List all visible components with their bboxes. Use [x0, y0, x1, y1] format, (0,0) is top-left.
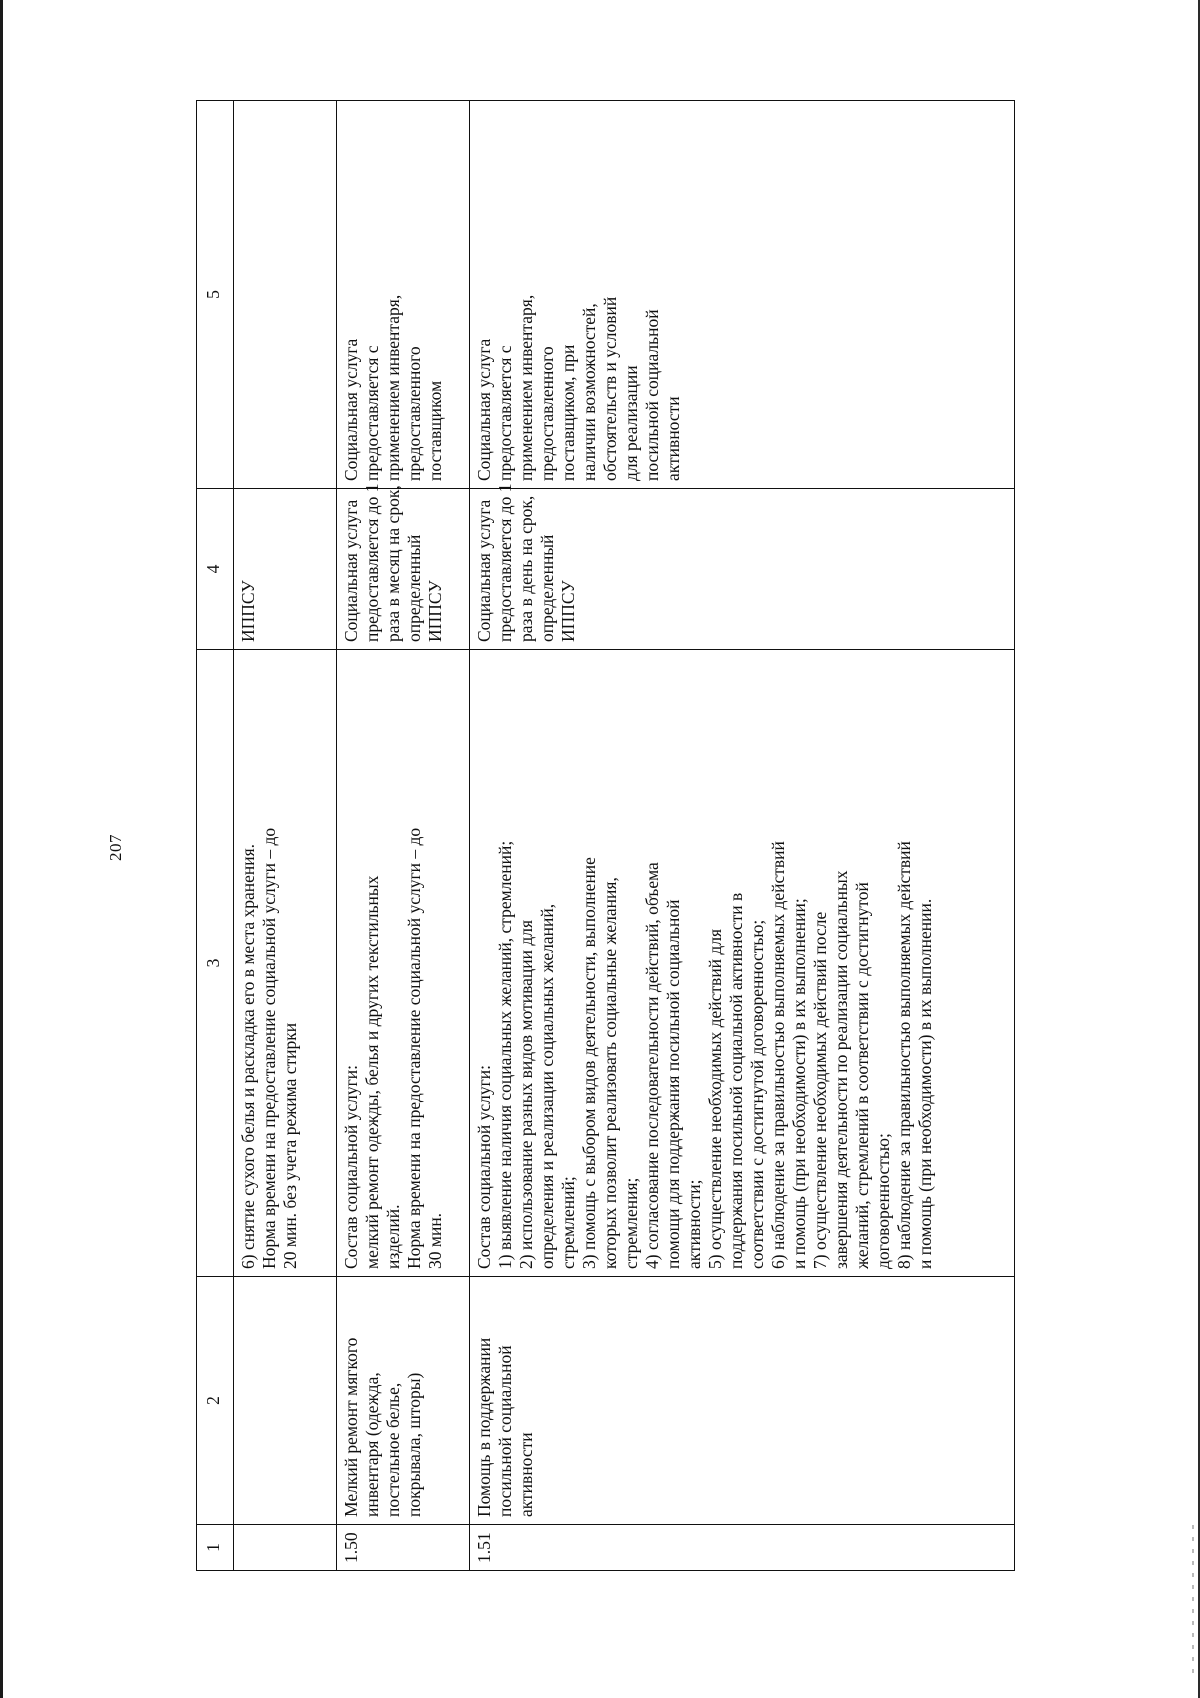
- cell-period: [470, 483, 1015, 650]
- cell-text-line: Норма времени на предоставление социальной услуги – до: [259, 827, 279, 1269]
- cell-text-line: определенный: [537, 534, 557, 642]
- cell-text-line: 6) снятие сухого белья и раскладка его в места хранения.: [238, 843, 258, 1269]
- header-col-2: 2: [197, 1277, 234, 1525]
- cell-text-line: предоставляется до 1: [362, 483, 382, 642]
- header-col-4: 4: [197, 489, 234, 650]
- cell-text-line: Норма времени на предоставление социальной услуги – до: [404, 827, 424, 1269]
- cell-text-line: помощи для поддержания посильной социальной: [663, 899, 683, 1269]
- cell-text-line: раза в месяц на срок,: [383, 485, 403, 642]
- cell-text-line: поддержания посильной социальной активности в: [726, 892, 746, 1269]
- cell-text-line: обстоятельств и условий: [600, 296, 620, 481]
- cell-text-line: активности: [516, 1432, 536, 1517]
- cell-text-line: предоставляется с: [362, 345, 382, 481]
- cell-text-line: 8) наблюдение за правильностью выполняемых действий: [894, 841, 914, 1269]
- cell-text-line: 2) использование разных видов мотивации для: [516, 919, 536, 1269]
- cell-conditions: [470, 101, 1015, 489]
- cell-text-line: Социальная услуга: [474, 338, 494, 481]
- cell-num: 1.50: [337, 1525, 470, 1571]
- cell-name: [337, 1277, 470, 1525]
- table-row-continuation: [234, 101, 337, 1571]
- cell-text-line: которых позволит реализовать социальные желания,: [600, 877, 620, 1269]
- cell-text-line: 6) наблюдение за правильностью выполняемых действий: [768, 841, 788, 1269]
- cell-text-line: 3) помощь с выбором видов деятельности, выполнение: [579, 857, 599, 1269]
- cell-text-line: Состав социальной услуги:: [341, 1064, 361, 1269]
- cell-text-line: инвентаря (одежда,: [362, 1372, 382, 1517]
- cell-text-line: желаний, стремлений в соответствии с достигнутой: [852, 882, 872, 1269]
- cell-text-line: предоставленного: [404, 346, 424, 481]
- cell-text-line: 5) осуществление необходимых действий для: [705, 928, 725, 1269]
- cell-text-line: ИППСУ: [558, 580, 578, 642]
- cell-text-line: применением инвентаря,: [383, 294, 403, 481]
- cell-text-line: завершения деятельности по реализации социальных: [831, 870, 851, 1269]
- cell-name: [234, 1277, 337, 1525]
- cell-text-line: поставщиком, при: [558, 344, 578, 481]
- cell-text-line: Мелкий ремонт мягкого: [341, 1337, 361, 1517]
- cell-text-line: поставщиком: [425, 380, 445, 481]
- cell-text-line: стремления;: [621, 1177, 641, 1269]
- header-col-5: 5: [197, 101, 234, 489]
- cell-text-line: 1) выявление наличия социальных желаний, стремлений;: [495, 840, 515, 1269]
- cell-content: [470, 650, 1015, 1277]
- cell-text-line: 30 мин.: [425, 1212, 445, 1269]
- cell-text-line: Состав социальной услуги:: [474, 1064, 494, 1269]
- cell-conditions: [234, 101, 337, 489]
- cell-text-line: активности;: [684, 1179, 704, 1269]
- cell-text-line: предоставляется до 1: [495, 483, 515, 642]
- cell-content: [234, 650, 337, 1277]
- cell-text-line: для реализации: [621, 365, 641, 481]
- cell-text-line: 4) согласование последовательности действий, объема: [642, 862, 662, 1269]
- cell-text-line: договоренностью;: [873, 1133, 893, 1269]
- cell-text-line: Помощь в поддержании: [474, 1337, 494, 1517]
- cell-num: 1.51: [470, 1525, 1015, 1571]
- header-col-1: 1: [197, 1525, 234, 1571]
- cell-text-line: стремлений;: [558, 1176, 578, 1269]
- cell-text-line: наличии возможностей,: [579, 303, 599, 481]
- cell-text-line: и помощь (при необходимости) в их выполнении;: [789, 898, 809, 1269]
- cell-text-line: постельное белье,: [383, 1382, 403, 1517]
- cell-text-line: предоставленного: [537, 346, 557, 481]
- cell-conditions: [337, 101, 470, 489]
- cell-text-line: и помощь (при необходимости) в их выполнении.: [915, 898, 935, 1269]
- header-col-3: 3: [197, 650, 234, 1277]
- cell-text-line: ИППСУ: [238, 580, 258, 642]
- cell-text-line: Социальная услуга: [474, 499, 494, 642]
- cell-text-line: предоставляется с: [495, 345, 515, 481]
- cell-text-line: 7) осуществление необходимых действий после: [810, 911, 830, 1269]
- services-table: [196, 100, 1015, 1571]
- cell-text-line: Социальная услуга: [341, 499, 361, 642]
- cell-content: [337, 650, 470, 1277]
- cell-text-line: мелкий ремонт одежды, белья и других текстильных: [362, 875, 382, 1269]
- cell-text-line: соответствии с достигнутой договоренностью;: [747, 919, 767, 1269]
- cell-text-line: раза в день на срок,: [516, 495, 536, 642]
- cell-text-line: применением инвентаря,: [516, 294, 536, 481]
- cell-text-line: посильной социальной: [642, 309, 662, 481]
- cell-period: [234, 489, 337, 650]
- cell-text-line: определенный: [404, 534, 424, 642]
- table-header-row: [197, 101, 234, 1571]
- cell-text-line: Социальная услуга: [341, 338, 361, 481]
- cell-period: [337, 483, 470, 650]
- cell-text-line: определения и реализации социальных желаний,: [537, 903, 557, 1269]
- table-row: [337, 101, 470, 1571]
- cell-name: [470, 1277, 1015, 1525]
- cell-text-line: 20 мин. без учета режима стирки: [280, 1022, 300, 1269]
- table-row: [470, 101, 1015, 1571]
- rotated-table-container: [196, 101, 1200, 1571]
- cell-text-line: покрывала, шторы): [404, 1372, 424, 1517]
- cell-num: [234, 1525, 337, 1571]
- cell-text-line: активности: [663, 396, 683, 481]
- page-number: 207: [106, 834, 125, 861]
- cell-text-line: посильной социальной: [495, 1345, 515, 1517]
- scan-edge-left: [0, 0, 3, 1698]
- cell-text-line: изделий.: [383, 1204, 403, 1269]
- cell-text-line: ИППСУ: [425, 580, 445, 642]
